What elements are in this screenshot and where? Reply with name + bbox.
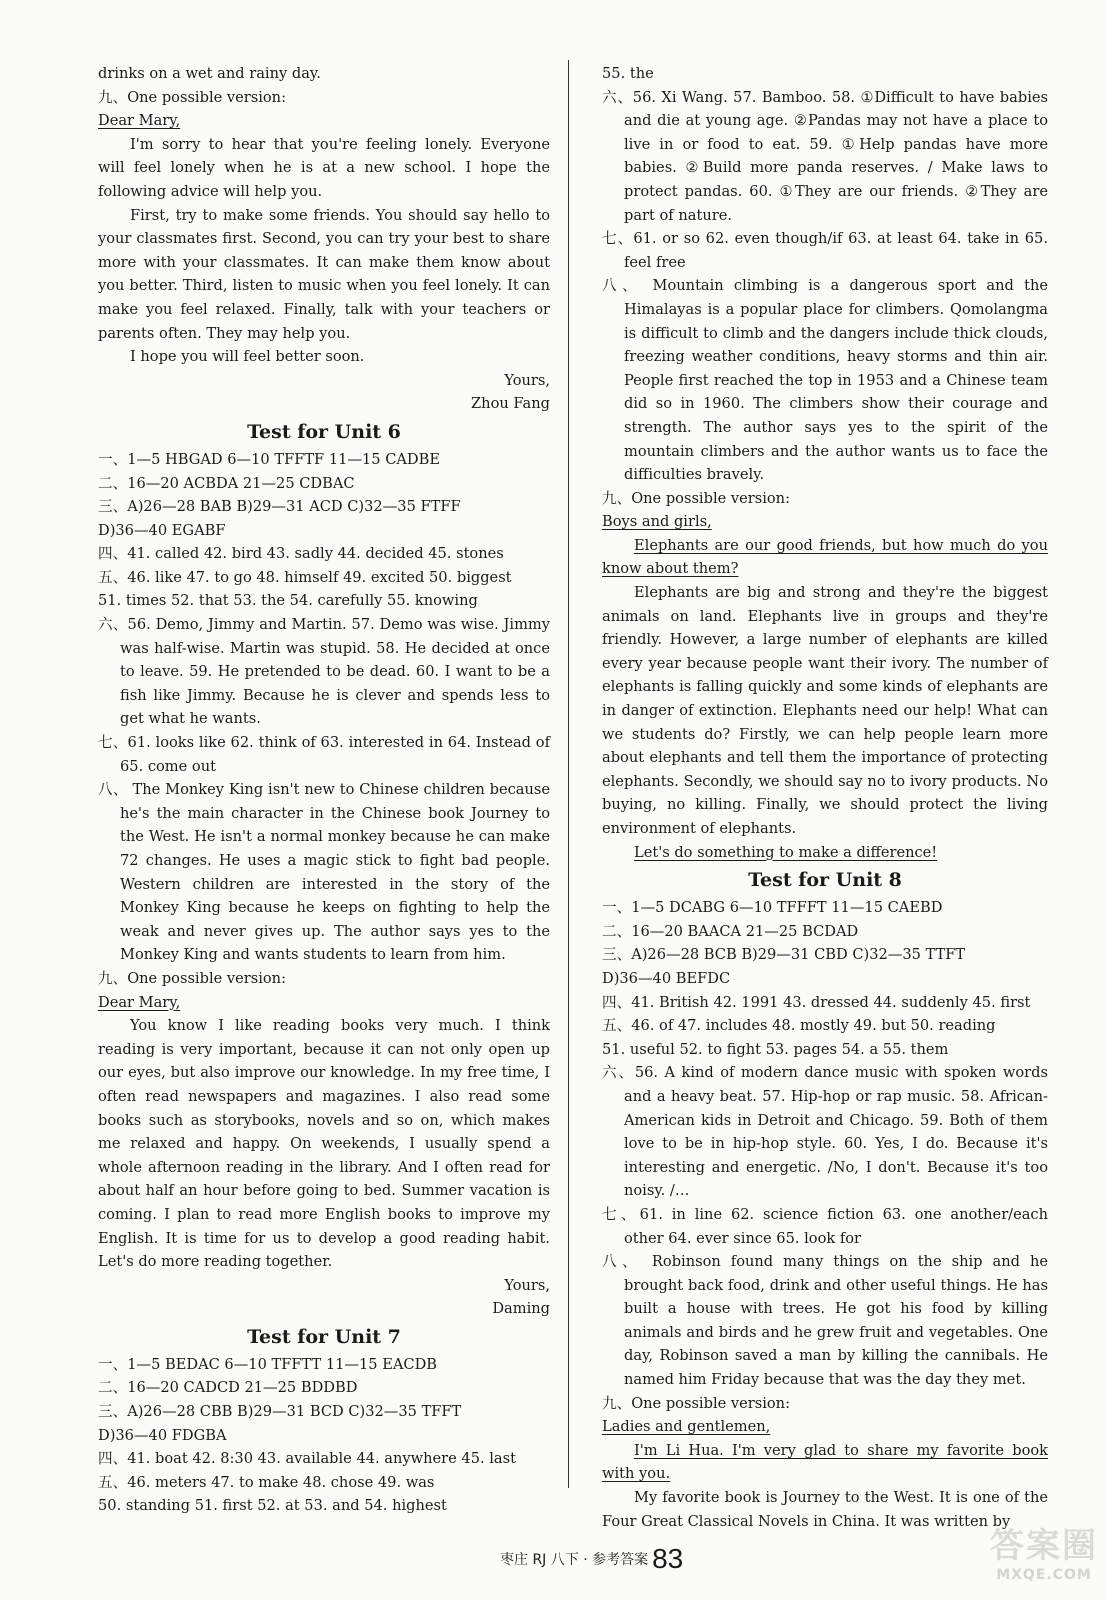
section-heading: 九、One possible version:	[602, 489, 791, 507]
answer-line: 三、A)26—28 BCB B)29—31 CBD C)32—35 TTFT	[602, 946, 966, 964]
speech-salutation: Ladies and gentlemen,	[602, 1418, 771, 1436]
answer-line: 50. standing 51. first 52. at 53. and 54. highest	[98, 1497, 447, 1515]
paragraph: I hope you will feel better soon.	[130, 348, 365, 366]
speech-salutation: Boys and girls,	[602, 513, 712, 531]
answer-line: 四、41. boat 42. 8:30 43. available 44. anywhere 45. last	[98, 1450, 516, 1468]
answer-line: 五、46. like 47. to go 48. himself 49. excited 50. biggest	[98, 568, 512, 586]
section-heading: 九、One possible version:	[98, 88, 287, 106]
page-number: 83	[652, 1543, 684, 1574]
test-heading-unit-6: Test for Unit 6	[247, 420, 401, 443]
answer-line: 四、41. British 42. 1991 43. dressed 44. suddenly 45. first	[602, 993, 1031, 1011]
answer-block: 七、61. looks like 62. think of 63. interested in 64. Instead of 65. come out	[98, 734, 550, 775]
paragraph: I'm sorry to hear that you're feeling lonely. Everyone will feel lonely when he is at a new school. I hope the following advice will help you.	[98, 135, 550, 200]
answer-line: 五、46. meters 47. to make 48. chose 49. was	[98, 1473, 435, 1491]
paragraph: Let's do something to make a difference!	[634, 843, 938, 861]
answer-block: 七、61. in line 62. science fiction 63. one another/each other 64. ever since 65. look for	[602, 1205, 1048, 1247]
answer-line: 五、46. of 47. includes 48. mostly 49. but 50. reading	[602, 1017, 996, 1035]
letter-salutation: Dear Mary,	[98, 112, 181, 130]
letter-closing: Yours,	[504, 371, 550, 389]
paragraph: First, try to make some friends. You should say hello to your classmates first. Second, you can try your best to share more with your classmates. It can make them know about you better. Third, listen to music when you feel lonely. It can make you feel relaxed. Finally, talk with your teachers or parents often. They may help you.	[98, 206, 550, 342]
summary-paragraph: 八、 Robinson found many things on the ship and he brought back food, drink and other useful things. He has built a house with trees. He got his food by killing animals and birds and he grew fruit and vegetables. One day, Robinson saved a man by killing the cannibals. He named him Friday because that was the day they met.	[602, 1253, 1048, 1389]
answer-line: 四、41. called 42. bird 43. sadly 44. decided 45. stones	[98, 545, 504, 563]
letter-signature: Daming	[492, 1300, 550, 1318]
answer-line: 二、16—20 BAACA 21—25 BCDAD	[602, 922, 859, 940]
paragraph: My favorite book is Journey to the West. It is one of the Four Great Classical Novels in China. It was written by	[602, 1489, 1048, 1530]
left-column	[98, 62, 550, 1518]
letter-closing: Yours,	[504, 1276, 550, 1294]
letter-salutation: Dear Mary,	[98, 993, 181, 1011]
paragraph: I'm Li Hua. I'm very glad to share my favorite book with you.	[602, 1441, 1048, 1483]
answer-line: 一、1—5 BEDAC 6—10 TFFTT 11—15 EACDB	[98, 1355, 438, 1373]
watermark-top: 答案圈	[990, 1526, 1098, 1566]
summary-paragraph: 八、 The Monkey King isn't new to Chinese children because he's the main character in the Chinese book Journey to the West. He isn't a normal monkey because he can make 72 changes. He uses a magic stick to fight bad people. Western children are interested in the story of the Monkey King because he keeps on fighting to help the weak and never gives up. The author says yes to the Monkey King and wants students to learn from him.	[98, 781, 550, 964]
answer-line: 55. the	[602, 65, 654, 82]
answer-line: D)36—40 BEFDC	[602, 969, 731, 987]
paragraph: Elephants are big and strong and they're the biggest animals on land. Elephants live in groups and they're friendly. However, a large number of elephants are killed every year because people want their ivory. The number of elephants is falling quickly and some kinds of elephants are in danger of extinction. Elephants need our help! What can we students do? Firstly, we can help people learn more about elephants and tell them the importance of protecting elephants. Secondly, we should say no to ivory products. No buying, no killing. Finally, we should protect the living environment of elephants.	[602, 584, 1048, 837]
answer-line: 三、A)26—28 CBB B)29—31 BCD C)32—35 TFFT	[98, 1403, 462, 1421]
letter-signature: Zhou Fang	[471, 395, 550, 413]
text-line: drinks on a wet and rainy day.	[98, 65, 321, 82]
answer-block: 六、56. A kind of modern dance music with spoken words and a heavy beat. 57. Hip-hop or rap music. 58. African-American kids in Detroit and Chicago. 59. Both of them love to be in hip-hop style. 60. Yes, I do. Because it's interesting and energetic. /No, I don't. Because it's too noisy. /…	[602, 1064, 1048, 1200]
test-heading-unit-8: Test for Unit 8	[748, 869, 902, 892]
answer-block: 七、61. or so 62. even though/if 63. at least 64. take in 65. feel free	[602, 230, 1048, 271]
page-footer	[500, 1543, 683, 1575]
test-heading-unit-7: Test for Unit 7	[247, 1325, 401, 1348]
watermark-logo	[990, 1518, 1098, 1590]
answer-line: 51. useful 52. to fight 53. pages 54. a 55. them	[602, 1040, 949, 1058]
answer-block: 六、56. Demo, Jimmy and Martin. 57. Demo was wise. Jimmy was half-wise. Martin was stupid. 58. He decided at once to leave. 59. He pretended to be dead. 60. I want to be a fish like Jimmy. Because he is clever and spends less to get what he wants.	[98, 616, 550, 728]
paragraph: You know I like reading books very much. I think reading is very important, because it can not only open up our eyes, but also improve our knowledge. In my free time, I often read newspapers and magazines. I also read some books such as storybooks, novels and so on, which makes me relaxed and happy. On weekends, I usually spend a whole afternoon reading in the library. And I often read for about half an hour before going to bed. Summer vacation is coming. I plan to read more English books to improve my English. It is time for us to develop a good reading habit. Let's do more reading together.	[98, 1017, 550, 1271]
answer-line: 二、16—20 CADCD 21—25 BDDBD	[98, 1379, 358, 1397]
footer-label: 枣庄 RJ 八下 · 参考答案	[500, 1552, 649, 1568]
answer-line: 一、1—5 HBGAD 6—10 TFFTF 11—15 CADBE	[98, 450, 440, 468]
answer-line: D)36—40 EGABF	[98, 521, 226, 539]
section-heading: 九、One possible version:	[98, 969, 287, 987]
answer-line: 一、1—5 DCABG 6—10 TFFFT 11—15 CAEBD	[602, 899, 943, 917]
answer-line: 51. times 52. that 53. the 54. carefully 55. knowing	[98, 592, 478, 610]
summary-paragraph: 八、 Mountain climbing is a dangerous sport and the Himalayas is a popular place for climbers. Qomolangma is difficult to climb and the dangers include thick clouds, freezing weather conditions, heavy storms and thin air. People first reached the top in 1953 and a Chinese team did so in 1960. The climbers show their courage and strength. The author says yes to the spirit of the mountain climbers and the author wants us to face the difficulties bravely.	[602, 277, 1048, 484]
watermark-bottom: MXQE.COM	[996, 1567, 1092, 1583]
right-column	[602, 62, 1048, 1533]
column-divider	[568, 60, 569, 1488]
answer-line: 二、16—20 ACBDA 21—25 CDBAC	[98, 474, 355, 492]
paragraph: Elephants are our good friends, but how much do you know about them?	[602, 536, 1048, 578]
answer-line: 三、A)26—28 BAB B)29—31 ACD C)32—35 FTFF	[98, 498, 461, 516]
answer-block: 六、56. Xi Wang. 57. Bamboo. 58. ①Difficult to have babies and die at young age. ②Pandas may not have a place to live in or food to eat. 59. ①Help pandas have more babies. ②Build more panda reserves. / Make laws to protect pandas. 60. ①They are our friends. ②They are part of nature.	[602, 88, 1048, 224]
answer-line: D)36—40 FDGBA	[98, 1426, 227, 1444]
section-heading: 九、One possible version:	[602, 1394, 791, 1412]
